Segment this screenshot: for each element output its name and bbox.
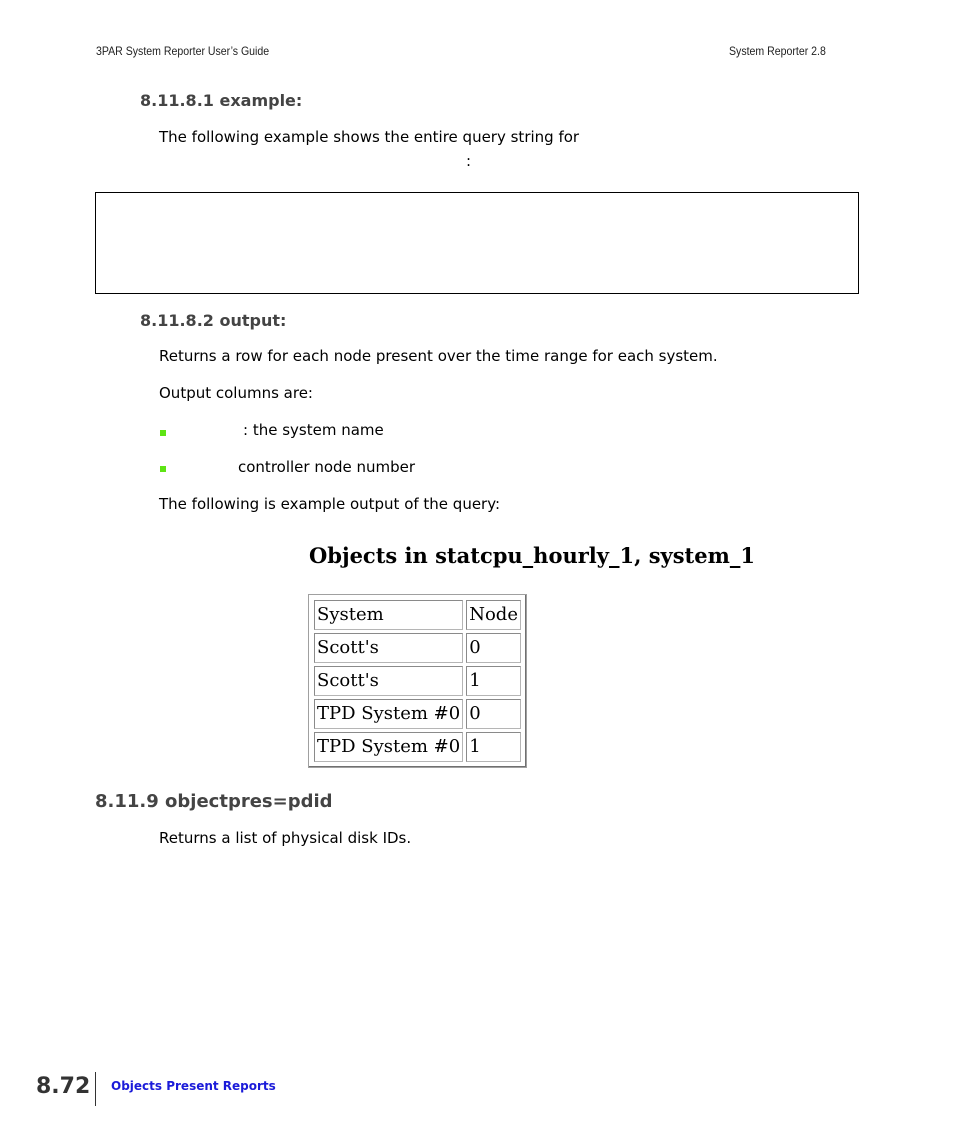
table-cell: 1 xyxy=(466,732,521,762)
example-heading: 8.11.8.1 example: xyxy=(140,91,303,110)
table-cell: Scott's xyxy=(314,666,463,696)
bullet-square-icon xyxy=(160,430,166,436)
page-number: 8.72 xyxy=(36,1074,91,1099)
table-cell: 0 xyxy=(466,633,521,663)
pdid-description: Returns a list of physical disk IDs. xyxy=(159,829,412,847)
query-code-box xyxy=(95,192,859,294)
output-description: Returns a row for each node present over the time range for each system. xyxy=(159,347,718,365)
example-intro-line2: : xyxy=(466,152,472,170)
table-row xyxy=(314,732,521,762)
table-header-row xyxy=(314,600,521,630)
table-row xyxy=(314,666,521,696)
pdid-heading: 8.11.9 objectpres=pdid xyxy=(95,791,333,812)
output-heading: 8.11.8.2 output: xyxy=(140,311,287,330)
table-cell: 0 xyxy=(466,699,521,729)
table-cell: Scott's xyxy=(314,633,463,663)
footer-divider xyxy=(95,1072,96,1106)
output-columns-intro: Output columns are: xyxy=(159,384,313,402)
bullet-square-icon xyxy=(160,466,166,472)
table-header-cell: System xyxy=(314,600,463,630)
table-cell: TPD System #0 xyxy=(314,732,463,762)
running-header-title: 3PAR System Reporter User’s Guide xyxy=(96,44,270,58)
table-cell: TPD System #0 xyxy=(314,699,463,729)
bullet-system-text: : the system name xyxy=(243,421,384,439)
footer-section-link[interactable]: Objects Present Reports xyxy=(111,1079,276,1093)
running-header-version: System Reporter 2.8 xyxy=(729,44,826,58)
table-cell: 1 xyxy=(466,666,521,696)
table-row xyxy=(314,633,521,663)
table-header-cell: Node xyxy=(466,600,521,630)
example-output-intro: The following is example output of the query: xyxy=(159,495,501,513)
output-table xyxy=(308,594,527,768)
output-table-title: Objects in statcpu_hourly_1, system_1 xyxy=(309,543,755,568)
example-intro-line1: The following example shows the entire query string for xyxy=(159,128,580,146)
table-row xyxy=(314,699,521,729)
bullet-node-text: controller node number xyxy=(238,458,416,476)
